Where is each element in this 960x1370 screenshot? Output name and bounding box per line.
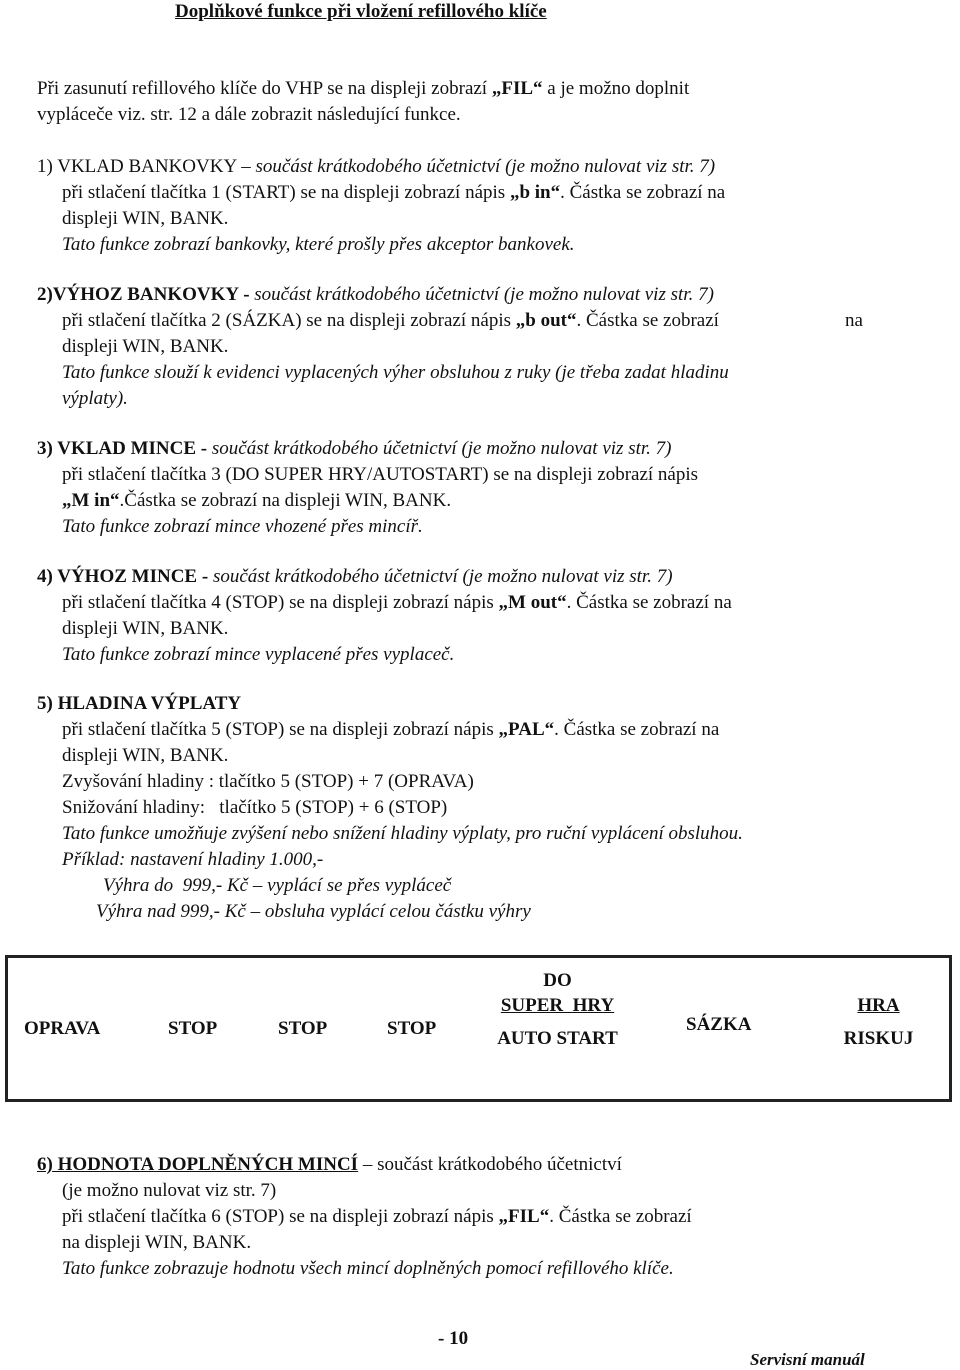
section-5-heading: 5) HLADINA VÝPLATY (37, 693, 242, 714)
section-5-example-line-1: Výhra do 999,- Kč – vyplácí se přes vypláceč (103, 875, 452, 896)
section-2-line-2-end: na (845, 310, 863, 331)
intro-line-2: vypláceče viz. str. 12 a dále zobrazit následující funkce. (37, 104, 461, 125)
section-1-note: Tato funkce zobrazí bankovky, které prošly přes akceptor bankovek. (62, 234, 575, 255)
section-1-heading: 1) VKLAD BANKOVKY – součást krátkodobého účetnictví (je možno nulovat viz str. 7) (37, 156, 716, 177)
intro-line-1: Při zasunutí refillového klíče do VHP se na displeji zobrazí „FIL“ a je možno doplnit (37, 78, 690, 99)
section-4-line-3: displeji WIN, BANK. (62, 618, 229, 639)
section-5-decrease: Snižování hladiny: tlačítko 5 (STOP) + 6 (STOP) (62, 797, 448, 818)
section-2-line-3: displeji WIN, BANK. (62, 336, 229, 357)
key-stop-1: STOP (168, 1018, 218, 1039)
key-sazka: SÁZKA (686, 1014, 752, 1035)
section-5-increase: Zvyšování hladiny : tlačítko 5 (STOP) + 7 (OPRAVA) (62, 771, 474, 792)
page-number: - 10 (438, 1328, 469, 1349)
manual-name: Servisní manuál (750, 1350, 865, 1369)
section-2-note: Tato funkce slouží k evidenci vyplacených výher obsluhou z ruky (je třeba zadat hladinu (62, 362, 729, 383)
section-4-line-2: při stlačení tlačítka 4 (STOP) se na displeji zobrazí nápis „M out“. Částka se zobrazí na (62, 592, 732, 613)
key-stop-2: STOP (278, 1018, 328, 1039)
section-6-note: Tato funkce zobrazuje hodnotu všech mincí doplněných pomocí refillového klíče. (62, 1258, 674, 1279)
key-stop-3: STOP (387, 1018, 437, 1039)
section-5-line-2: při stlačení tlačítka 5 (STOP) se na displeji zobrazí nápis „PAL“. Částka se zobrazí na (62, 719, 720, 740)
page-title: Doplňkové funkce při vložení refillového klíče (175, 1, 547, 22)
section-5-line-3: displeji WIN, BANK. (62, 745, 229, 766)
section-3-note: Tato funkce zobrazí mince vhozené přes mincíř. (62, 516, 423, 537)
section-6-heading: 6) HODNOTA DOPLNĚNÝCH MINCÍ – součást krátkodobého účetnictví (37, 1154, 622, 1175)
section-2-line-2: při stlačení tlačítka 2 (SÁZKA) se na displeji zobrazí nápis „b out“. Částka se zobrazí (62, 310, 719, 331)
section-4-heading: 4) VÝHOZ MINCE - součást krátkodobého účetnictví (je možno nulovat viz str. 7) (37, 566, 673, 587)
section-5-example-line-2: Výhra nad 999,- Kč – obsluha vyplácí celou částku výhry (96, 901, 531, 922)
section-6-line-4: na displeji WIN, BANK. (62, 1232, 252, 1253)
section-5-note: Tato funkce umožňuje zvýšení nebo snížení hladiny výplaty, pro ruční vyplácení obsluhou. (62, 823, 743, 844)
section-4-note: Tato funkce zobrazí mince vyplacené přes vyplaceč. (62, 644, 455, 665)
section-2-heading: 2)VÝHOZ BANKOVKY - součást krátkodobého účetnictví (je možno nulovat viz str. 7) (37, 284, 714, 305)
section-3-heading: 3) VKLAD MINCE - součást krátkodobého účetnictví (je možno nulovat viz str. 7) (37, 438, 672, 459)
key-do-super-hry: DO SUPER HRY AUTO START (497, 970, 618, 1049)
section-5-example: Příklad: nastavení hladiny 1.000,- (62, 849, 324, 870)
key-oprava: OPRAVA (24, 1018, 101, 1039)
section-3-line-2: při stlačení tlačítka 3 (DO SUPER HRY/AUTOSTART) se na displeji zobrazí nápis (62, 464, 699, 485)
section-3-line-3: „M in“.Částka se zobrazí na displeji WIN, BANK. (62, 490, 452, 511)
section-6-line-3: při stlačení tlačítka 6 (STOP) se na displeji zobrazí nápis „FIL“. Částka se zobrazí (62, 1206, 692, 1227)
section-1-line-2: při stlačení tlačítka 1 (START) se na displeji zobrazí nápis „b in“. Částka se zobrazí na (62, 182, 726, 203)
section-2-note-cont: výplaty). (62, 388, 128, 409)
keyboard-layout-table (5, 955, 952, 1102)
key-hra-riskuj: HRA RISKUJ (843, 995, 914, 1049)
section-1-line-3: displeji WIN, BANK. (62, 208, 229, 229)
section-6-line-2: (je možno nulovat viz str. 7) (62, 1180, 277, 1201)
display-code-fil: „FIL“ (491, 78, 543, 99)
